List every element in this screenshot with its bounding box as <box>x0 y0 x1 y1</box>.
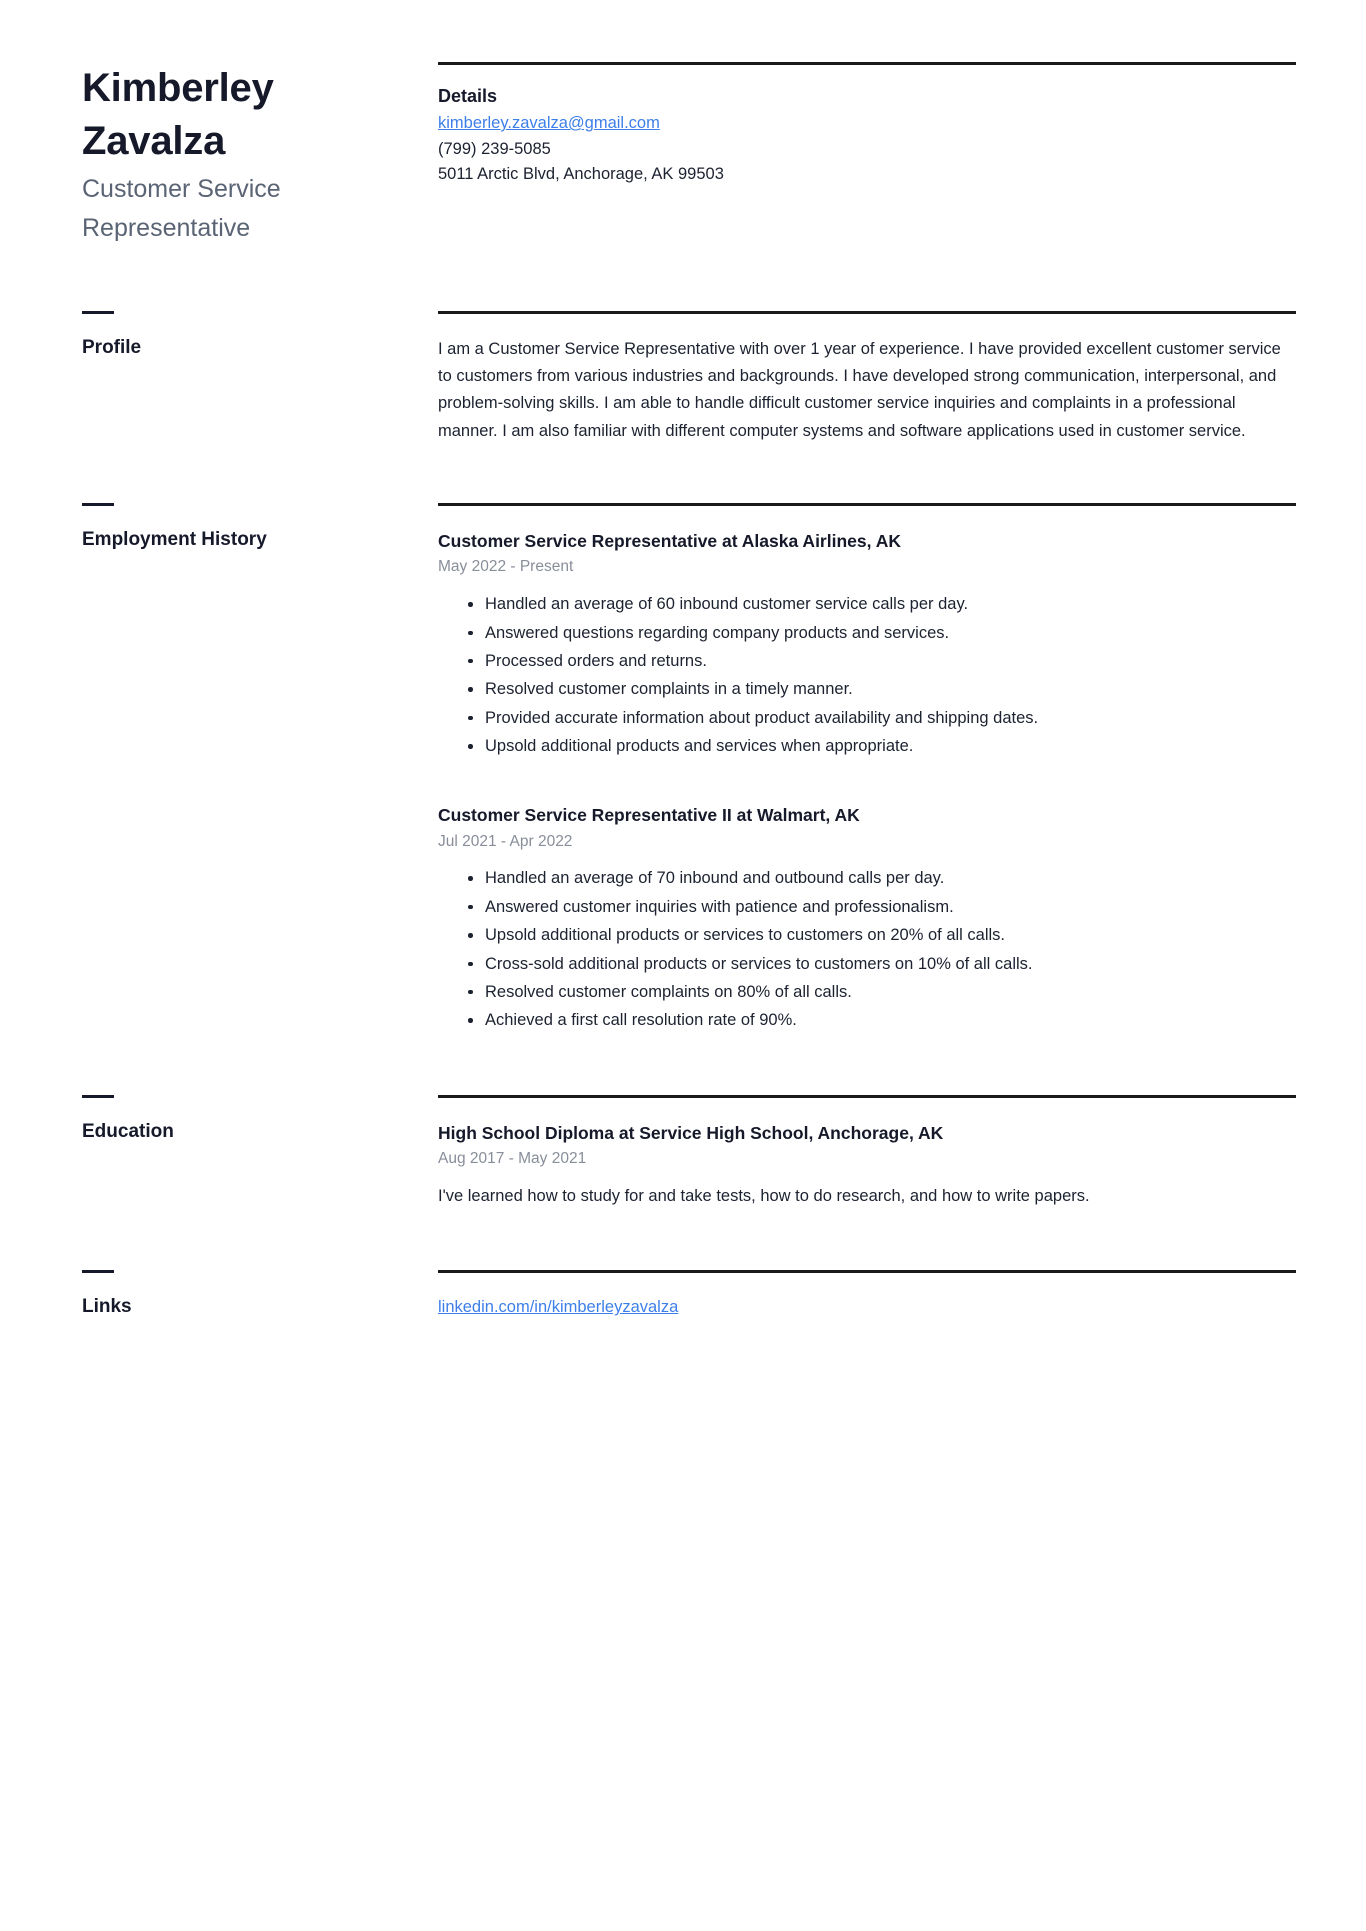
list-item: Upsold additional products or services to customers on 20% of all calls. <box>468 922 1296 949</box>
links-label: Links <box>82 1296 132 1318</box>
resume-header <box>82 62 1296 247</box>
profile-label-col <box>82 311 438 361</box>
employment-entry-date: Jul 2021 - Apr 2022 <box>438 832 573 850</box>
list-item: Handled an average of 60 inbound customer service calls per day. <box>468 591 1296 618</box>
list-item: Answered questions regarding company products and services. <box>468 620 1296 647</box>
education-entry <box>438 1120 1296 1210</box>
employment-label: Employment History <box>82 529 267 551</box>
employment-content-col <box>438 503 1296 1037</box>
employment-entry-title: Customer Service Representative at Alaska Airlines, AK <box>438 531 901 552</box>
list-item: Provided accurate information about product availability and shipping dates. <box>468 705 1296 732</box>
linkedin-link[interactable]: linkedin.com/in/kimberleyzavalza <box>438 1298 679 1317</box>
employment-entry-bullets <box>438 865 1296 1034</box>
details-heading: Details <box>438 86 498 106</box>
education-section <box>82 1095 1296 1212</box>
employment-entry <box>438 802 1296 1034</box>
list-item: Achieved a first call resolution rate of 90%. <box>468 1007 1296 1034</box>
links-body <box>438 1273 1296 1321</box>
profile-section <box>82 311 1296 446</box>
last-name: Zavalza <box>82 118 226 163</box>
employment-entry-bullets <box>438 591 1296 760</box>
address-text: 5011 Arctic Blvd, Anchorage, AK 99503 <box>438 165 724 184</box>
links-section <box>82 1270 1296 1321</box>
section-dash-icon <box>82 1270 114 1273</box>
employment-section <box>82 503 1296 1037</box>
links-content-col <box>438 1270 1296 1321</box>
education-entry-date: Aug 2017 - May 2021 <box>438 1149 587 1167</box>
employment-body <box>438 506 1296 1035</box>
profile-text: I am a Customer Service Representative with over 1 year of experience. I have provided excellent customer service to customers from various industries and backgrounds. I have developed strong communication, interpersonal, and problem-solving skills. I am able to handle difficult customer service inquiries and complaints in a professional manner. I am also familiar with different computer systems and software applications used in customer service. <box>438 339 1281 440</box>
employment-label-col <box>82 503 438 553</box>
list-item: Handled an average of 70 inbound and outbound calls per day. <box>468 865 1296 892</box>
list-item: Answered customer inquiries with patience and professionalism. <box>468 894 1296 921</box>
list-item: Processed orders and returns. <box>468 648 1296 675</box>
spacer <box>438 762 1296 802</box>
spacer <box>82 1037 1296 1095</box>
spacer <box>82 445 1296 503</box>
profile-label: Profile <box>82 336 142 358</box>
profile-body <box>438 314 1296 446</box>
section-dash-icon <box>82 311 114 314</box>
employment-entry-title: Customer Service Representative II at Walmart, AK <box>438 805 860 826</box>
education-entry-description: I've learned how to study for and take tests, how to do research, and how to write papers. <box>438 1186 1090 1205</box>
list-item: Upsold additional products and services when appropriate. <box>468 733 1296 760</box>
employment-entry <box>438 528 1296 760</box>
list-item: Cross-sold additional products or services to customers on 10% of all calls. <box>468 951 1296 978</box>
details-content <box>438 65 1296 188</box>
header-identity <box>82 62 438 247</box>
list-item: Resolved customer complaints on 80% of all calls. <box>468 979 1296 1006</box>
education-label: Education <box>82 1120 174 1142</box>
job-title-line-2: Representative <box>82 214 251 243</box>
education-content-col <box>438 1095 1296 1212</box>
education-entry-title: High School Diploma at Service High School, Anchorage, AK <box>438 1122 944 1143</box>
spacer <box>82 1212 1296 1270</box>
education-label-col <box>82 1095 438 1145</box>
links-label-col <box>82 1270 438 1320</box>
first-name: Kimberley <box>82 66 274 110</box>
list-item: Resolved customer complaints in a timely manner. <box>468 676 1296 703</box>
phone-text: (799) 239-5085 <box>438 139 551 158</box>
section-dash-icon <box>82 1095 114 1098</box>
job-title-line-1: Customer Service <box>82 174 281 203</box>
profile-content-col <box>438 311 1296 446</box>
section-dash-icon <box>82 503 114 506</box>
spacer <box>82 247 1296 311</box>
employment-entry-date: May 2022 - Present <box>438 558 574 576</box>
details-section <box>438 62 1296 188</box>
email-link[interactable]: kimberley.zavalza@gmail.com <box>438 114 660 132</box>
education-body <box>438 1098 1296 1210</box>
